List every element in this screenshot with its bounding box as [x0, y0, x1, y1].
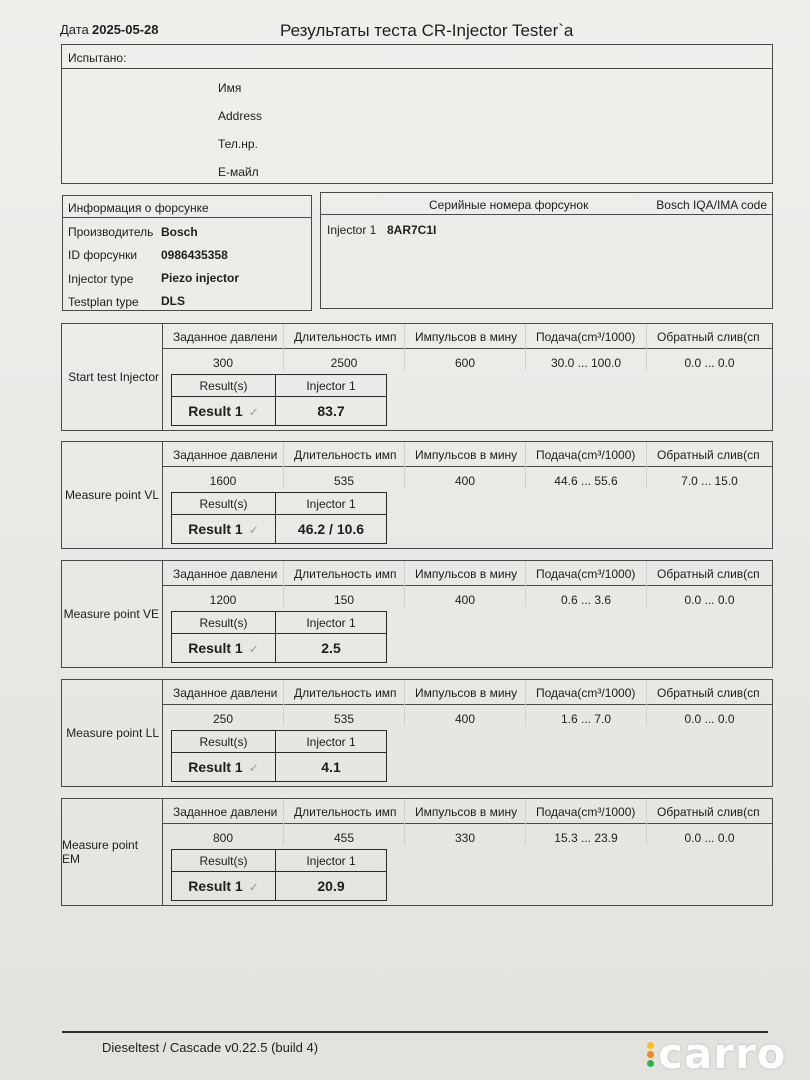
section-name: Measure point EM — [62, 838, 139, 866]
logo-dots-icon — [646, 1036, 656, 1070]
test-section-ll — [61, 679, 773, 787]
test-section-em — [61, 798, 773, 906]
param-header-delivery: Подача(cm³/1000) — [526, 561, 647, 585]
result-header-row — [172, 850, 386, 872]
carro-watermark-logo — [646, 1030, 787, 1076]
param-header-duration: Длительность имп — [284, 561, 405, 585]
result-label: Result 1 — [188, 759, 243, 775]
contact-name-label: Имя — [218, 81, 242, 95]
result-table — [171, 492, 387, 544]
result-header-label: Result(s) — [172, 612, 276, 633]
date-label: Дата — [60, 22, 89, 37]
software-version: Dieseltest / Cascade v0.22.5 (build 4) — [102, 1040, 319, 1055]
date-value: 2025-05-28 — [92, 22, 159, 37]
logo-text: carro — [658, 1028, 787, 1078]
param-value-duration: 535 — [284, 704, 405, 726]
section-body — [162, 561, 772, 667]
param-header-pressure: Заданное давлени — [163, 799, 284, 823]
check-icon: ✓ — [248, 523, 259, 537]
section-name: Measure point VE — [63, 607, 159, 621]
result-value: 46.2 / 10.6 — [297, 521, 365, 537]
param-value-pressure: 1600 — [163, 466, 284, 488]
param-header-row — [163, 561, 772, 586]
param-header-pulses: Импульсов в мину — [405, 561, 526, 585]
serial-numbers-header — [321, 193, 772, 215]
injector-info-header — [63, 196, 311, 218]
result-header-label: Result(s) — [172, 850, 276, 871]
param-header-duration: Длительность имп — [284, 324, 405, 348]
contact-phone-label: Тел.нр. — [218, 137, 258, 151]
result-table — [171, 374, 387, 426]
param-header-delivery: Подача(cm³/1000) — [526, 799, 647, 823]
injector-id-value: 0986435358 — [161, 248, 228, 262]
param-header-pressure: Заданное давлени — [163, 442, 284, 466]
logo-dot — [647, 1042, 654, 1049]
param-value-delivery: 44.6 ... 55.6 — [526, 466, 647, 488]
result-label: Result 1 — [188, 403, 243, 419]
param-value-return: 7.0 ... 15.0 — [681, 474, 738, 488]
param-header-return: Обратный слив(cп — [657, 330, 760, 344]
param-value-return: 0.0 ... 0.0 — [684, 831, 735, 845]
result-value: 83.7 — [317, 403, 345, 419]
section-body — [162, 442, 772, 548]
param-header-duration: Длительность имп — [284, 680, 405, 704]
param-value-pressure: 300 — [163, 348, 284, 370]
param-value-duration: 455 — [284, 823, 405, 845]
tested-by-header — [62, 45, 772, 69]
result-label-cell — [172, 753, 276, 781]
logo-dot — [647, 1051, 654, 1058]
tested-by-label: Испытано: — [68, 51, 127, 65]
result-header-injector: Injector 1 — [306, 735, 356, 749]
result-label: Result 1 — [188, 521, 243, 537]
param-header-row — [163, 799, 772, 824]
param-value-pressure: 800 — [163, 823, 284, 845]
param-header-return: Обратный слив(cп — [657, 805, 760, 819]
result-label-cell — [172, 872, 276, 900]
result-header-row — [172, 375, 386, 397]
result-label-cell — [172, 515, 276, 543]
result-header-row — [172, 493, 386, 515]
contact-address-label: Address — [218, 109, 263, 123]
result-table — [171, 730, 387, 782]
contact-email-label: E-майл — [218, 165, 259, 179]
param-value-row — [163, 704, 772, 726]
param-value-return: 0.0 ... 0.0 — [684, 356, 735, 370]
result-row — [172, 753, 386, 781]
param-header-duration: Длительность имп — [284, 799, 405, 823]
param-value-pulses: 600 — [405, 348, 526, 370]
section-name: Measure point LL — [66, 726, 159, 740]
result-header-label: Result(s) — [172, 493, 276, 514]
param-header-row — [163, 442, 772, 467]
testplan-type-label: Testplan type — [68, 295, 139, 309]
result-value: 2.5 — [321, 640, 341, 656]
result-header-label: Result(s) — [172, 375, 276, 396]
result-value: 20.9 — [317, 878, 345, 894]
result-header-injector: Injector 1 — [306, 854, 356, 868]
serial-injector-label: Injector 1 — [327, 223, 377, 237]
manufacturer-value: Bosch — [161, 225, 198, 239]
param-header-pulses: Импульсов в мину — [405, 799, 526, 823]
result-header-injector: Injector 1 — [306, 616, 356, 630]
param-header-row — [163, 324, 772, 349]
param-header-return: Обратный слив(cп — [657, 686, 760, 700]
injector-type-label: Injector type — [68, 272, 134, 286]
result-header-injector: Injector 1 — [306, 379, 356, 393]
param-value-row — [163, 823, 772, 845]
param-value-delivery: 0.6 ... 3.6 — [526, 585, 647, 607]
check-icon: ✓ — [248, 642, 259, 656]
test-section-ve — [61, 560, 773, 668]
injector-info-box — [62, 195, 312, 311]
param-value-pulses: 400 — [405, 466, 526, 488]
result-header-row — [172, 612, 386, 634]
serial-injector-value: 8AR7C1I — [387, 223, 437, 237]
injector-type-value: Piezo injector — [161, 271, 240, 285]
result-row — [172, 872, 386, 900]
result-label: Result 1 — [188, 878, 243, 894]
injector-info-title: Информация о форсунке — [68, 201, 209, 215]
param-value-pressure: 1200 — [163, 585, 284, 607]
result-table — [171, 849, 387, 901]
param-value-duration: 2500 — [284, 348, 405, 370]
param-header-delivery: Подача(cm³/1000) — [526, 680, 647, 704]
check-icon: ✓ — [248, 405, 259, 419]
logo-dot — [647, 1060, 654, 1067]
section-name: Measure point VL — [64, 488, 159, 502]
serial-numbers-title: Серийные номера форсунок — [429, 198, 589, 212]
result-label: Result 1 — [188, 640, 243, 656]
param-value-row — [163, 348, 772, 370]
param-header-pulses: Импульсов в мину — [405, 442, 526, 466]
result-header-label: Result(s) — [172, 731, 276, 752]
serial-numbers-box — [320, 192, 773, 309]
param-value-row — [163, 466, 772, 488]
param-header-return: Обратный слив(cп — [657, 448, 760, 462]
param-value-pulses: 400 — [405, 704, 526, 726]
param-value-row — [163, 585, 772, 607]
iqa-code-title: Bosch IQA/IMA code — [656, 198, 767, 212]
testplan-type-value: DLS — [161, 294, 185, 308]
tested-by-box — [61, 44, 773, 184]
param-header-pressure: Заданное давлени — [163, 680, 284, 704]
result-label-cell — [172, 634, 276, 662]
test-section-start — [61, 323, 773, 431]
param-value-return: 0.0 ... 0.0 — [684, 593, 735, 607]
param-header-row — [163, 680, 772, 705]
param-header-duration: Длительность имп — [284, 442, 405, 466]
param-value-duration: 150 — [284, 585, 405, 607]
result-header-injector: Injector 1 — [306, 497, 356, 511]
check-icon: ✓ — [248, 761, 259, 775]
section-body — [162, 324, 772, 430]
param-value-return: 0.0 ... 0.0 — [684, 712, 735, 726]
section-name: Start test Injector — [68, 370, 159, 384]
result-value: 4.1 — [321, 759, 341, 775]
manufacturer-label: Производитель — [68, 225, 154, 239]
param-header-delivery: Подача(cm³/1000) — [526, 442, 647, 466]
param-value-delivery: 1.6 ... 7.0 — [526, 704, 647, 726]
result-row — [172, 515, 386, 543]
param-header-pulses: Импульсов в мину — [405, 324, 526, 348]
test-section-vl — [61, 441, 773, 549]
result-label-cell — [172, 397, 276, 425]
param-header-return: Обратный слив(cп — [657, 567, 760, 581]
param-header-pulses: Импульсов в мину — [405, 680, 526, 704]
section-body — [162, 680, 772, 786]
param-header-pressure: Заданное давлени — [163, 561, 284, 585]
check-icon: ✓ — [248, 880, 259, 894]
param-value-duration: 535 — [284, 466, 405, 488]
result-table — [171, 611, 387, 663]
page-title: Результаты теста CR-Injector Tester`a — [280, 21, 574, 40]
result-row — [172, 397, 386, 425]
param-value-delivery: 15.3 ... 23.9 — [526, 823, 647, 845]
param-value-pulses: 400 — [405, 585, 526, 607]
param-header-delivery: Подача(cm³/1000) — [526, 324, 647, 348]
param-header-pressure: Заданное давлени — [163, 324, 284, 348]
param-value-delivery: 30.0 ... 100.0 — [526, 348, 647, 370]
param-value-pressure: 250 — [163, 704, 284, 726]
injector-id-label: ID форсунки — [68, 248, 138, 262]
result-header-row — [172, 731, 386, 753]
section-body — [162, 799, 772, 905]
result-row — [172, 634, 386, 662]
param-value-pulses: 330 — [405, 823, 526, 845]
